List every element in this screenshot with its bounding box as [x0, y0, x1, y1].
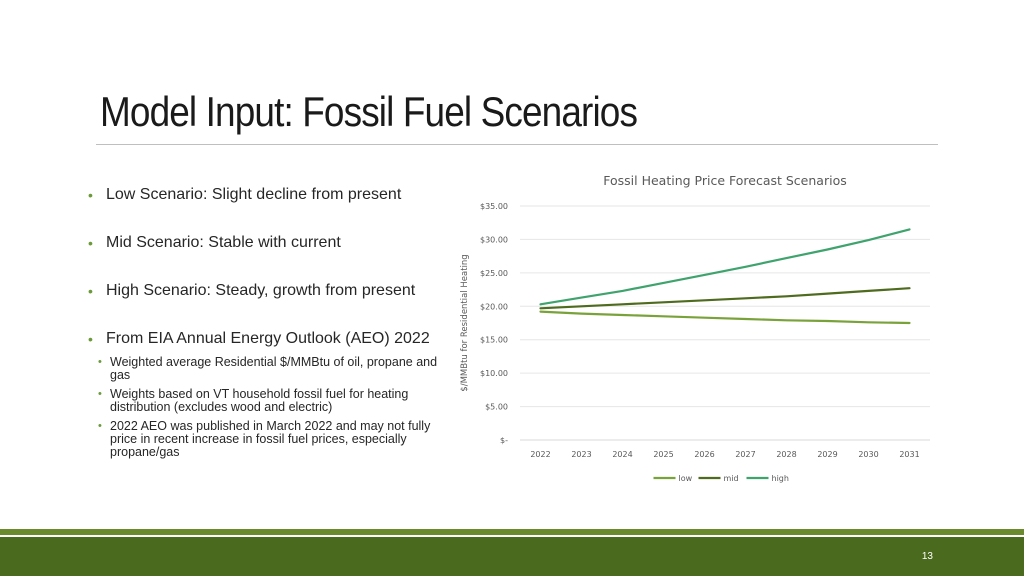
legend-label-mid: mid	[723, 474, 739, 483]
bullet-eia-source	[88, 328, 458, 350]
bullet-text: From EIA Annual Energy Outlook (AEO) 2022	[106, 330, 430, 347]
bullet-text: Slight decline from present	[207, 186, 402, 203]
bullet-text: Stable with current	[203, 234, 341, 251]
sub-bullet-aeo-note	[88, 420, 450, 459]
y-tick-label: $15.00	[480, 335, 508, 345]
sub-bullet-text: Weighted average Residential $/MMBtu of oil, propane and gas	[110, 355, 438, 382]
bullet-icon: •	[88, 235, 93, 251]
footer-bar	[0, 537, 1024, 576]
bullet-text: Steady, growth from present	[210, 282, 416, 299]
sub-bullet-icon: •	[98, 420, 102, 432]
y-tick-label: $-	[500, 436, 508, 445]
page-number: 13	[921, 551, 933, 562]
bullet-icon: •	[88, 187, 93, 203]
y-tick-label: $25.00	[480, 268, 508, 278]
x-tick-label: 2022	[530, 450, 551, 459]
sub-bullet-text: 2022 AEO was published in March 2022 and may not fully price in recent increase in fossil fuel prices, especially propane/gas	[110, 419, 431, 459]
sub-bullet-text: Weights based on VT household fossil fuel for heating distribution (excludes wood and electric)	[110, 387, 409, 414]
y-tick-label: $20.00	[480, 302, 508, 312]
x-tick-label: 2026	[694, 450, 715, 459]
x-tick-label: 2030	[858, 450, 879, 459]
sub-bullet-icon: •	[98, 356, 102, 368]
price-forecast-chart	[455, 166, 955, 496]
y-tick-label: $10.00	[480, 369, 508, 379]
x-tick-label: 2028	[776, 450, 797, 459]
slide-title: Model Input: Fossil Fuel Scenarios	[100, 88, 638, 135]
series-line-mid	[541, 288, 910, 308]
y-tick-label: $5.00	[485, 402, 508, 412]
bullet-icon: •	[88, 283, 93, 299]
legend-label-high: high	[771, 474, 789, 483]
footer-accent-bar	[0, 529, 1024, 535]
sub-bullet-icon: •	[98, 388, 102, 400]
y-axis-label: $/MMBtu for Residential Heating	[460, 254, 470, 392]
y-tick-label: $30.00	[480, 235, 508, 245]
bullet-icon: •	[88, 331, 93, 347]
sub-bullet-weighted-average	[88, 356, 450, 382]
x-tick-label: 2031	[899, 450, 920, 459]
y-tick-label: $35.00	[480, 202, 508, 211]
chart-canvas	[455, 166, 955, 496]
bullet-high-scenario	[88, 280, 458, 302]
x-tick-label: 2027	[735, 450, 756, 459]
chart-title: Fossil Heating Price Forecast Scenarios	[603, 173, 847, 188]
bullet-label: Low Scenario:	[106, 186, 208, 203]
x-tick-label: 2029	[817, 450, 838, 459]
bullet-mid-scenario	[88, 232, 458, 254]
series-line-high	[541, 229, 910, 304]
bullet-low-scenario	[88, 184, 458, 206]
bullet-label: Mid Scenario:	[106, 234, 204, 251]
bullet-label: High Scenario:	[106, 282, 211, 299]
legend-label-low: low	[678, 474, 693, 483]
series-line-low	[541, 312, 910, 323]
title-divider	[96, 144, 938, 145]
x-tick-label: 2025	[653, 450, 674, 459]
bullet-list	[88, 184, 458, 465]
sub-bullet-weights	[88, 388, 450, 414]
x-tick-label: 2024	[612, 450, 633, 459]
x-tick-label: 2023	[571, 450, 592, 459]
